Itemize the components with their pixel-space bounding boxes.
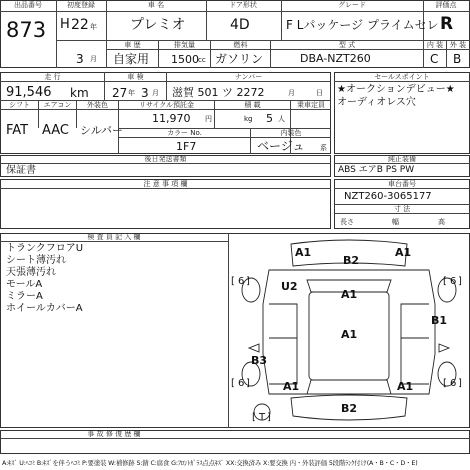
left-side-outline — [269, 304, 297, 384]
mileage-unit: km — [70, 86, 89, 100]
svg-text:[: [ — [443, 276, 447, 287]
capacity: 5 — [266, 112, 273, 125]
car-damage-diagram — [229, 234, 469, 427]
plate-day-unit: 日 — [316, 89, 323, 97]
overall-rating: R — [440, 14, 454, 34]
svg-text:]: ] — [246, 378, 250, 389]
mark-center-a1: A1 — [341, 328, 358, 341]
color-label: 外装色 — [87, 101, 108, 109]
recycle-label: リサイクル預託金 — [138, 101, 195, 109]
car-name-label: 車 名 — [147, 1, 165, 9]
capacity-label: 乗車定員 — [297, 101, 325, 109]
recycle-yen: 円 — [205, 115, 212, 123]
shift-label: シフト — [9, 101, 30, 109]
selling-points-label: セールスポイント — [374, 73, 430, 81]
model-label: 型 式 — [338, 41, 356, 49]
shaken-label: 車 検 — [127, 73, 144, 81]
inspector-note-6: ホイールカバーA — [6, 303, 83, 314]
svg-text:[: [ — [443, 378, 447, 389]
fuel-label: 燃料 — [233, 41, 248, 49]
chassis-label: 車台番号 — [388, 180, 416, 188]
lot-number: 873 — [6, 18, 47, 42]
exterior-label: 外 装 — [449, 41, 467, 49]
inspector-note-3: 天張薄汚れ — [6, 267, 56, 278]
spare-tire-mark: T — [259, 412, 266, 423]
lot-no-label: 出品番号 — [14, 1, 42, 9]
width-label: 幅 — [392, 218, 399, 226]
height-label: 高 — [438, 218, 445, 226]
interior-color-label: 内装色 — [280, 129, 302, 137]
mileage-value: 91,546 — [6, 85, 52, 100]
shaken-month: 3 — [141, 86, 149, 100]
mark-low-left-a1: A1 — [283, 380, 300, 393]
first-reg-month: 3 — [76, 52, 84, 66]
ac-label: エアコン — [43, 101, 72, 109]
svg-text:[: [ — [231, 378, 235, 389]
genuine-equipment-label: 純正装備 — [388, 155, 416, 163]
svg-text:]: ] — [267, 412, 271, 423]
tire-bl-depth: 6 — [238, 378, 245, 389]
first-reg-year-unit: 年 — [90, 23, 97, 31]
usage-label: 車 歴 — [124, 41, 141, 49]
later-docs-value: 保証書 — [6, 165, 36, 176]
load-unit: kg — [244, 115, 253, 123]
mark-u2: U2 — [281, 280, 298, 293]
displacement-label: 排気量 — [174, 41, 195, 49]
doors-label: ドア形状 — [229, 1, 257, 9]
svg-text:]: ] — [458, 276, 462, 287]
inspector-note-1: トランクフロアU — [6, 243, 84, 254]
tire-br-depth: 6 — [450, 378, 457, 389]
usage: 自家用 — [113, 52, 150, 66]
inspector-note-4: モールA — [6, 279, 43, 290]
car-name: プレミオ — [130, 17, 186, 33]
selling-point-2: オーディオレス穴 — [337, 97, 416, 108]
color-no-label: カラー No. — [167, 129, 202, 137]
chassis-number: NZT260-3065177 — [344, 191, 432, 202]
grade: F Lパッケージ プライムセレ — [286, 18, 439, 32]
rating-label: 評価点 — [435, 1, 457, 9]
first-reg-label: 初度登録 — [67, 1, 95, 9]
genuine-equipment-value: ABS エアB PS PW — [338, 165, 415, 175]
interior-color-suffix: 系 — [320, 144, 327, 152]
exterior-color: シルバー — [80, 124, 123, 137]
mark-b3: B3 — [251, 354, 268, 367]
mark-low-right-a1: A1 — [397, 380, 414, 393]
first-reg-month-unit: 月 — [90, 55, 97, 63]
selling-point-1: ★オークションデビュー★ — [337, 84, 455, 95]
svg-text:[: [ — [231, 276, 235, 287]
grade-label: グレード — [338, 1, 366, 9]
first-reg-year: 22 — [71, 17, 89, 33]
later-docs-label: 後日発送書類 — [144, 155, 187, 163]
plate-label: ナンバー — [234, 73, 263, 81]
plate-number: 滋賀 501 ツ 2272 — [172, 86, 265, 99]
svg-text:[: [ — [252, 412, 256, 423]
displacement-unit: cc — [198, 56, 206, 64]
fuel: ガソリン — [215, 52, 264, 66]
shaken-month-unit: 月 — [152, 89, 159, 97]
mark-rear-b2: B2 — [343, 254, 360, 267]
mark-top-left-a1: A1 — [295, 246, 312, 259]
interior-color: ベージュ — [257, 139, 305, 153]
length-label: 長さ — [340, 218, 354, 226]
color-number: 1F7 — [176, 140, 197, 153]
mark-b1: B1 — [431, 314, 448, 327]
load-label: 積 載 — [244, 101, 261, 109]
inspector-label: 検 査 員 記 入 欄 — [87, 233, 141, 241]
interior-rating: C — [430, 52, 439, 66]
inspector-note-5: ミラーA — [6, 291, 43, 302]
tire-tr-depth: 6 — [450, 276, 457, 287]
shaken-year: 27 — [112, 86, 128, 100]
exterior-rating: B — [453, 52, 462, 66]
mark-top-right-a1: A1 — [395, 246, 412, 259]
right-side-outline — [401, 304, 429, 384]
door-type: 4D — [230, 17, 250, 33]
shaken-year-unit: 年 — [128, 89, 135, 97]
recycle-fee: 11,970 — [152, 112, 191, 125]
mark-front-b2: B2 — [341, 402, 358, 415]
legend-text: A:ｷｽﾞ U:ﾍｺﾐ B:ｷｽﾞを伴うﾍｺﾐ P:要塗装 W:補修跡 S:錆 C:腐食 G:ﾌﾛﾝﾄｶﾞﾗｽ点点ｷｽﾞ XX:交換済み X:要交換 内・外装評価 5段階ﾗﾝｸ付け(A・B・C・D・E) — [2, 460, 418, 467]
ac-type: AAC — [42, 123, 69, 138]
capacity-unit: 人 — [278, 115, 285, 123]
svg-text:]: ] — [458, 378, 462, 389]
inspector-note-2: シート薄汚れ — [6, 255, 66, 266]
tire-tl-depth: 6 — [238, 276, 245, 287]
mark-roof-a1: A1 — [341, 288, 358, 301]
plate-month-unit: 月 — [288, 89, 295, 97]
size-label: 寸 法 — [393, 205, 411, 213]
svg-text:]: ] — [246, 276, 250, 287]
interior-label: 内 装 — [426, 41, 444, 49]
first-reg-era: H — [60, 17, 70, 32]
mileage-label: 走 行 — [44, 73, 61, 81]
displacement: 1500 — [171, 53, 199, 66]
model-code: DBA-NZT260 — [300, 52, 371, 65]
windshield-outline — [307, 380, 391, 394]
notes-label: 注 意 事 項 欄 — [143, 180, 188, 188]
shift-type: FAT — [6, 123, 29, 138]
history-label: 事 故 修 復 歴 欄 — [87, 430, 141, 438]
